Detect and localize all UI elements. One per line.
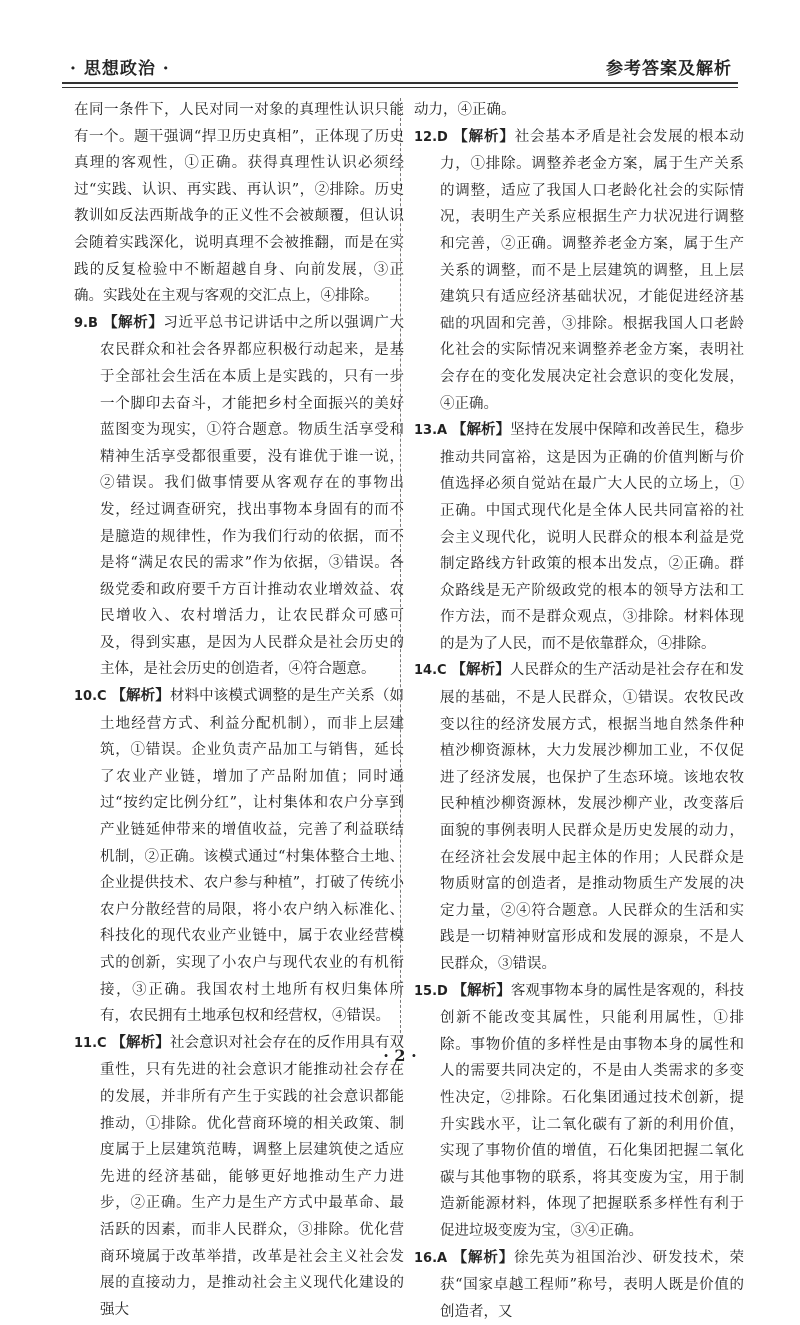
continuation-paragraph [414, 97, 744, 124]
analysis-tag: 【解析】 [452, 1248, 515, 1266]
item-number: 15. [414, 983, 438, 999]
item-number: 10. [74, 689, 98, 705]
item-text: 坚持在发展中保障和改善民生，稳步推动共同富裕，这是因为正确的价值判断与价值选择必须自觉站在最广大人民的立场上，①正确。中国式现代化是全体人民共同富裕的社会主义现代化，说明人民群众的根本利益是党制定路线方针政策的根本出发点，②正确。群众路线是无产阶级政党的根本的领导方法和工作方法，而不是群众观点，③排除。材料体现的是为了人民，而不是依靠群众，④排除。 [440, 422, 745, 652]
right-column [414, 97, 744, 1325]
analysis-tag: 【解析】 [103, 313, 164, 331]
section-title: 参考答案及解析 [606, 59, 732, 79]
answer-item-10 [74, 683, 404, 1030]
page-header [62, 52, 738, 82]
item-answer: D [437, 129, 448, 145]
item-number: 14. [414, 663, 438, 679]
answer-item-11 [74, 1030, 404, 1324]
item-text: 材料中该模式调整的是生产关系（如土地经营方式、利益分配机制），而非上层建筑，①错误。企业负责产品加工与销售，延长了农业产业链，增加了产品附加值；同时通过“按约定比例分红”，让村集体和农户分享到产业链延伸带来的增值收益，完善了利益联结机制，②正确。该模式通过“村集体整合土地、企业提供技术、农户参与种植”，打破了传统小农户分散经营的局限，将小农户纳入标准化、科技化的现代农业产业链中，属于农业经营模式的创新，实现了小农户与现代农业的有机衔接，③正确。我国农村土地所有权归集体所有，农民拥有土地承包权和经营权，④错误。 [100, 688, 404, 1025]
analysis-tag: 【解析】 [452, 981, 511, 999]
answer-item-13 [414, 417, 744, 657]
header-rule-thick [62, 82, 738, 84]
item-answer: C [97, 1035, 107, 1051]
analysis-tag: 【解析】 [451, 661, 510, 679]
analysis-tag: 【解析】 [451, 421, 511, 439]
analysis-tag: 【解析】 [111, 1033, 170, 1051]
item-number: 12. [414, 129, 438, 145]
continuation-paragraph: 在同一条件下，人民对同一对象的真理性认识只能有一个。题干强调“捍卫历史真相”，正体现了历史真理的客观性，①正确。获得真理性认识必须经过“实践、认识、再实践、再认识”，②排除。历史教训如反法西斯战争的正义性不会被颠覆，但认识会随着实践深化，说明真理不会被推翻，而是在实践的反复检验中不断超越自身、向前发展，③正确。实践处在主观与客观的交汇点上，④排除。 [74, 102, 404, 305]
item-answer: D [437, 983, 448, 999]
answer-item-9 [74, 310, 404, 683]
item-text: 习近平总书记讲话中之所以强调广大农民群众和社会各界都应积极行动起来，是基于全部社会生活在本质上是实践的，只有一步一个脚印去奋斗，才能把乡村全面振兴的美好蓝图变为现实，①符合题意。物质生活享受和精神生活享受都很重要，没有谁优于谁一说，②错误。我们做事情要从客观存在的事物出发，经过调查研究，找出事物本身固有的而不是臆造的规律性，作为我们行动的依据，而不是将“满足农民的需求”作为依据，③错误。各级党委和政府要千方百计推动农业增效益、农民增收入、农村增活力，让农民群众可感可及，得到实惠，是因为人民群众是社会历史的主体，是社会历史的创造者，④符合题意。 [100, 314, 405, 678]
item-text: 人民群众的生产活动是社会存在和发展的基础，不是人民群众，①错误。农牧民改变以往的经济发展方式，根据当地自然条件种植沙柳资源林，大力发展沙柳加工业，不仅促进了经济发展，也保护了生态环境。该地农牧民种植沙柳资源林，发展沙柳产业，改变落后面貌的事例表明人民群众是历史发展的动力，在经济社会发展中起主体的作用；人民群众是物质财富的创造者，是推动物质生产发展的决定力量，②④符合题意。人民群众的生活和实践是一切精神财富形成和发展的源泉，不是人民群众，③错误。 [440, 662, 744, 972]
item-text: 社会意识对社会存在的反作用具有双重性，只有先进的社会意识才能推动社会存在的发展，并非所有产生于实践的社会意识都能推动，①排除。优化营商环境的相关政策、制度属于上层建筑范畴，调整上层建筑使之适应先进的经济基础，能够更好地推动生产力进步，②正确。生产力是生产方式中最革命、最活跃的因素，而非人民群众，③排除。优化营商环境属于改革举措，改革是社会主义社会发展的直接动力，是推动社会主义现代化建设的强大 [100, 1034, 404, 1318]
item-number: 13. [414, 423, 438, 439]
column-divider [400, 98, 401, 1038]
header-rule-thin [62, 87, 738, 88]
item-answer: C [437, 663, 447, 679]
answer-item-14 [414, 657, 744, 977]
analysis-tag: 【解析】 [453, 127, 515, 145]
analysis-tag: 【解析】 [111, 687, 170, 705]
item-number: 11. [74, 1035, 98, 1051]
item-text: 社会基本矛盾是社会发展的根本动力，①排除。调整养老金方案，属于生产关系的调整，适应了我国人口老龄化社会的实际情况，表明生产关系应根据生产力状况进行调整和完善，②正确。调整养老金方案，属于生产关系的调整，而不是上层建筑的调整，且上层建筑只有适应经济基础状况，才能促进经济基础的巩固和完善，③排除。根据我国人口老龄化社会的实际情况来调整养老金方案，表明社会存在的变化发展决定社会意识的变化发展，④正确。 [440, 128, 745, 412]
left-column [74, 97, 404, 1323]
answer-item-16 [414, 1245, 744, 1325]
page-number: · 2 · [383, 1046, 417, 1065]
item-text: 客观事物本身的属性是客观的，科技创新不能改变其属性，只能利用属性，①排除。事物价值的多样性是由事物本身的属性和人的需要共同决定的，不是由人类需求的多变性决定，②排除。石化集团通过技术创新，提升实践水平，让二氧化碳有了新的利用价值，实现了事物价值的增值，石化集团把握二氧化碳与其他事物的联系，将其变废为宝，用于制造新能源材料，体现了把握联系多样性有利于促进垃圾变废为宝，③④正确。 [440, 982, 744, 1239]
item-answer: A [437, 1250, 448, 1266]
subject-title: · 思想政治 · [70, 59, 170, 79]
answer-item-15 [414, 978, 744, 1245]
item-number: 9. [74, 315, 88, 331]
item-number: 16. [414, 1250, 438, 1266]
item-answer: C [97, 689, 107, 705]
answer-item-12 [414, 124, 744, 418]
item-answer: B [87, 315, 98, 331]
item-text: 徐先英为祖国治沙、研发技术，荣获“国家卓越工程师”称号，表明人既是价值的创造者，又 [440, 1249, 745, 1320]
item-answer: A [437, 423, 448, 439]
continuation-text: 动力，④正确。 [414, 102, 516, 118]
